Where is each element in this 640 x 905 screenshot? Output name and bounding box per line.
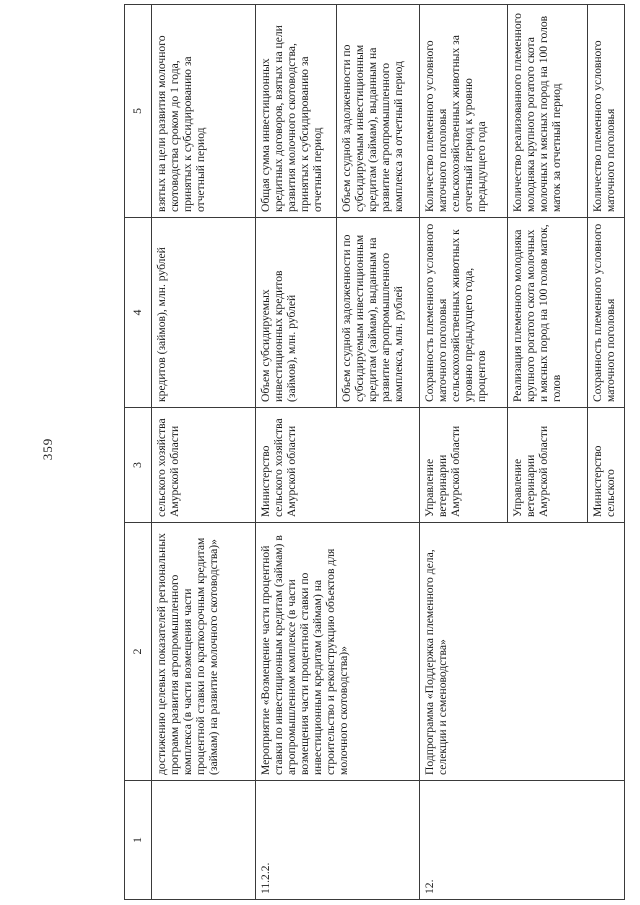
header-cell: 2 xyxy=(125,523,152,781)
executor: Управление ветеринарии Амурской области xyxy=(420,408,508,523)
definition: Количество реализованного племенного молодняка крупного рогатого скота молочных и мясных пород на 100 голов маток за отчетный период xyxy=(508,5,588,218)
page-number: 359 xyxy=(40,437,55,461)
header-cell: 5 xyxy=(125,5,152,218)
table-row xyxy=(420,5,508,900)
definition: Общая сумма инвестиционных кредитных договоров, взятых на цели развития молочного скотоводства, принятых к субсидированию за отчетный период xyxy=(256,5,337,218)
indicator: кредитов (займов), млн. рублей xyxy=(152,218,256,408)
header-cell: 1 xyxy=(125,781,152,900)
event-name: достижению целевых показателей региональных программ развития агропромышленного комплекса (в части возмещения части процентной ставки по краткосрочным кредитам (займам) на развитие молочного скотоводства)» xyxy=(152,523,256,781)
definition: взятых на цели развития молочного скотоводства сроком до 1 года, принятых к субсидированию за отчетный период xyxy=(152,5,256,218)
header-cell: 4 xyxy=(125,218,152,408)
event-name: Мероприятие «Возмещение части процентной ставки по инвестиционным кредитам (займам) в агропромышленном комплексе (в части возмещения части процентной ставки по инвестиционным кредитам (займам) на строительство и реконструкцию объектов для молочного скотоводства)» xyxy=(256,523,420,781)
row-number: 11.2.2. xyxy=(256,781,420,900)
table-header-row xyxy=(125,5,152,900)
definition: Объем ссудной задолженности по субсидируемым инвестиционным кредитам (займам), выданным на развитие агропромышленного комплекса за отчетный период xyxy=(337,5,420,218)
row-number: 12. xyxy=(420,781,625,900)
table-row xyxy=(256,5,337,900)
table-row xyxy=(152,5,256,900)
event-name: Подпрограмма «Поддержка племенного дела, селекции и семеноводства» xyxy=(420,523,625,781)
definition: Количество племенного условного маточного поголовья сельскохозяйственных животных за отчетный период к уровню предыдущего года xyxy=(420,5,508,218)
indicator: Объем ссудной задолженности по субсидируемым инвестиционным кредитам (займам), выданным на развитие агропромышленного комплекса, млн. рублей xyxy=(337,218,420,408)
executor: Министерство сельского хозяйства Амурской области xyxy=(256,408,420,523)
definition: Количество племенного условного маточного поголовья xyxy=(588,5,625,218)
indicator: Объем субсидируемых инвестиционных кредитов (займов), млн. рублей xyxy=(256,218,337,408)
indicator: Реализация племенного молодняка крупного рогатого скота молочных и мясных пород на 100 голов маток, голов xyxy=(508,218,588,408)
executor: сельского хозяйства Амурской области xyxy=(152,408,256,523)
header-cell: 3 xyxy=(125,408,152,523)
indicator: Сохранность племенного условного маточного поголовья сельскохозяйственных животных к уровню предыдущего года, процентов xyxy=(420,218,508,408)
indicator: Сохранность племенного условного маточного поголовья xyxy=(588,218,625,408)
executor: Управление ветеринарии Амурской области xyxy=(508,408,588,523)
indicators-table xyxy=(124,4,625,900)
row-number xyxy=(152,781,256,900)
executor: Министерство сельского xyxy=(588,408,625,523)
